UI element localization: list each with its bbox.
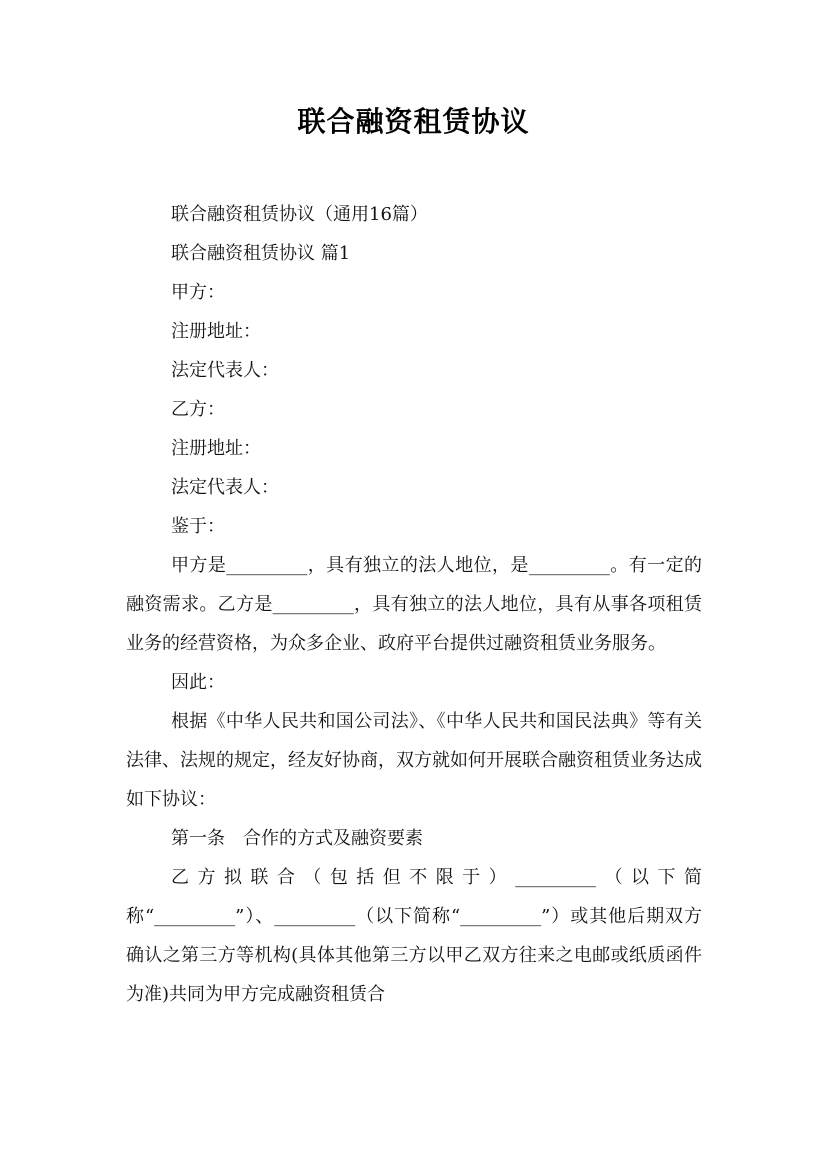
- whereas-label: 鉴于：: [171, 516, 225, 537]
- party-b-address-label: 注册地址：: [171, 438, 261, 459]
- party-a-label: 甲方：: [171, 282, 225, 303]
- party-b-representative-label: 法定代表人：: [171, 477, 279, 498]
- whereas-paragraph: 甲方是_________，具有独立的法人地位，是_________。有一定的融资需求。乙方是_________，具有独立的法人地位，具有从事各项租赁业务的经营资格，为众多企业、政府平台提供过融资租赁业务服务。: [126, 555, 702, 654]
- doc-subtitle: 联合融资租赁协议（通用16篇）: [171, 204, 428, 225]
- document-title: 联合融资租赁协议: [297, 105, 530, 138]
- article-1-paragraph: 乙方拟联合（包括但不限于）_________（以下简称“_________”）、_________（以下简称“_________”）或其他后期双方确认之第三方等机构(具体其他第三方以甲乙双方往来之电邮或纸质函件为准)共同为甲方完成融资租赁合: [126, 867, 702, 1005]
- article-1-heading: 第一条 合作的方式及融资要素: [171, 828, 423, 849]
- section-heading: 联合融资租赁协议 篇1: [171, 243, 351, 264]
- party-a-representative-label: 法定代表人：: [171, 360, 279, 381]
- therefore-label: 因此：: [171, 672, 225, 693]
- party-a-address-label: 注册地址：: [171, 321, 261, 342]
- document-body: [126, 195, 702, 1014]
- party-b-label: 乙方：: [171, 399, 225, 420]
- legal-basis-paragraph: 根据《中华人民共和国公司法》、《中华人民共和国民法典》等有关法律、法规的规定，经友好协商，双方就如何开展联合融资租赁业务达成如下协议：: [126, 711, 702, 810]
